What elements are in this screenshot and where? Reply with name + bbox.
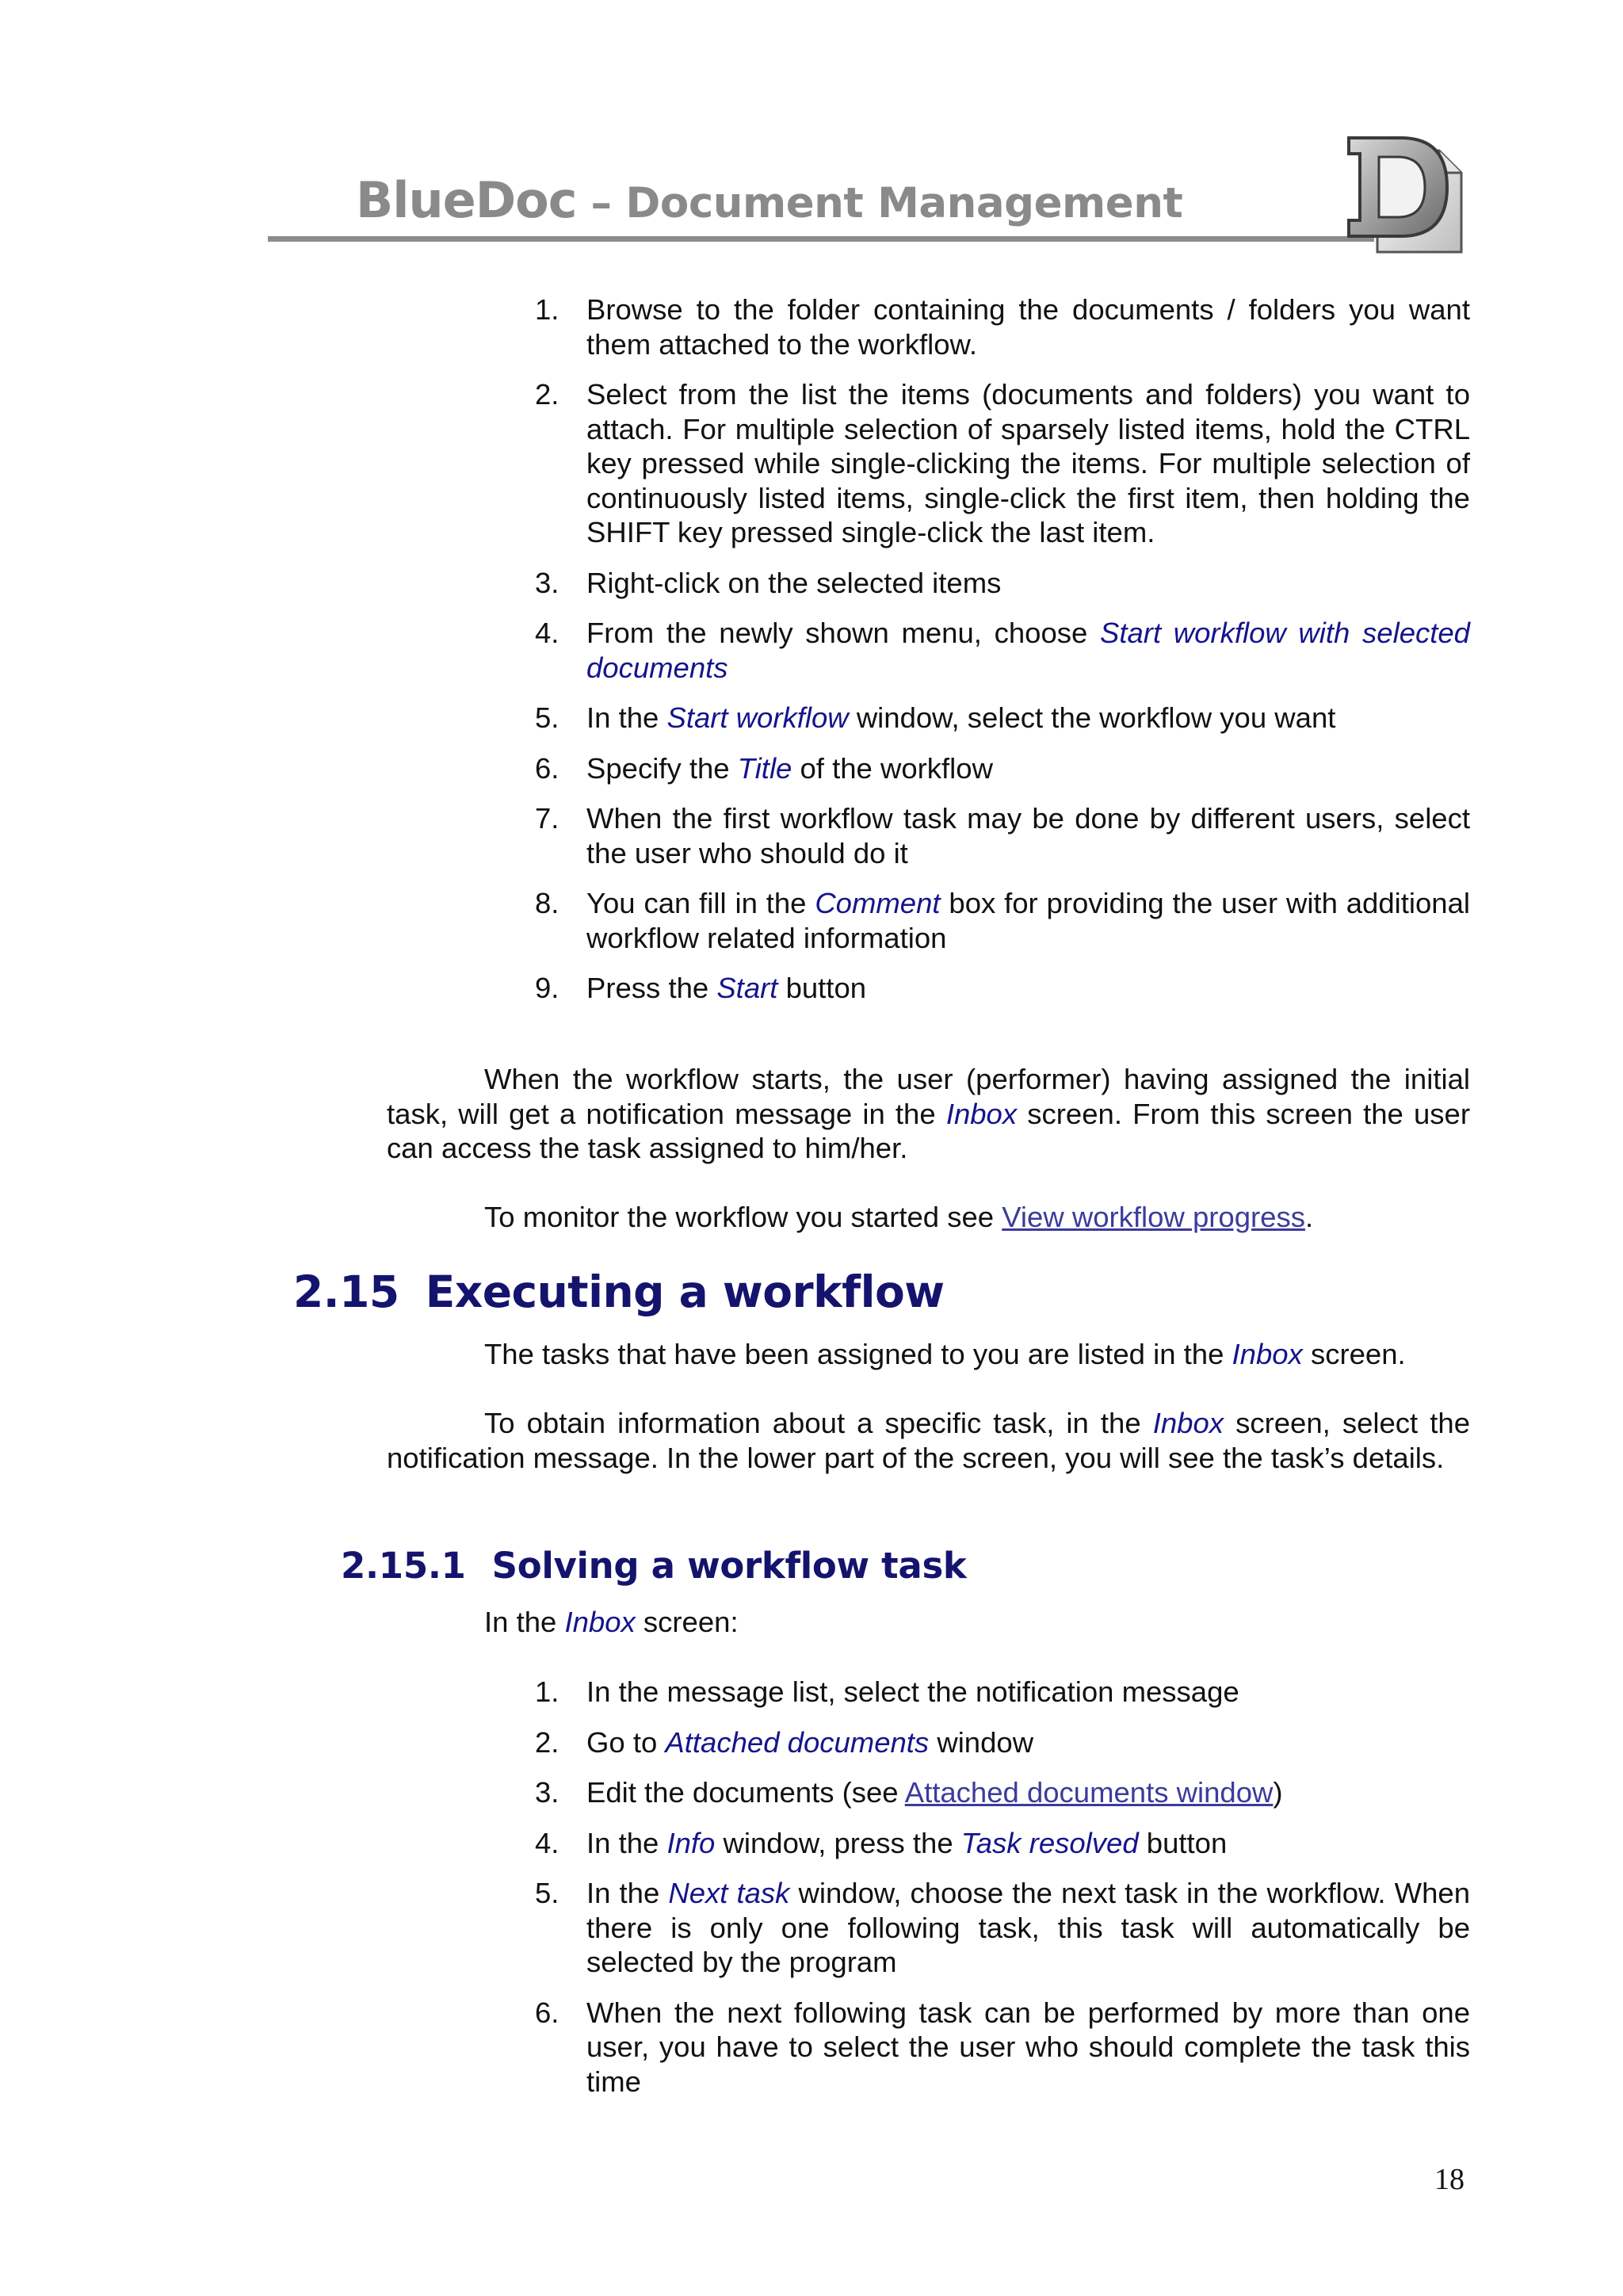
text-run: Edit the documents (see bbox=[586, 1776, 905, 1809]
ui-term-emphasis: Inbox bbox=[1232, 1338, 1303, 1370]
subsection-title: Solving a workflow task bbox=[491, 1545, 967, 1587]
text-run: . bbox=[1304, 1201, 1314, 1233]
section-number: 2.15 bbox=[293, 1266, 399, 1317]
text-run: To monitor the workflow you started see bbox=[484, 1201, 1002, 1233]
paragraph-workflow-starts bbox=[387, 1062, 1470, 1166]
list-item-number: 1. bbox=[535, 1675, 559, 1708]
paragraph-monitor-workflow bbox=[387, 1200, 1470, 1235]
text-run: In the bbox=[484, 1606, 565, 1638]
text-run: In the bbox=[586, 1826, 667, 1859]
subsection-heading-2-15-1 bbox=[341, 1545, 967, 1587]
text-run: When the next following task can be performed by more than one user, you have to select the user who should complete the task this time bbox=[586, 1996, 1470, 2098]
list-item-number: 2. bbox=[535, 1725, 559, 1759]
text-run: window bbox=[929, 1725, 1034, 1759]
list-item bbox=[535, 751, 1470, 786]
list-item-number: 3. bbox=[535, 1776, 559, 1809]
list-item bbox=[535, 886, 1470, 955]
list-item bbox=[535, 1876, 1470, 1980]
list-item bbox=[535, 292, 1470, 361]
text-run: In the bbox=[586, 701, 667, 734]
list-item-number: 1. bbox=[535, 293, 559, 326]
text-run: In the message list, select the notification message bbox=[586, 1675, 1239, 1708]
list-item-number: 2. bbox=[535, 378, 559, 411]
text-run: button bbox=[1138, 1826, 1228, 1859]
text-run: of the workflow bbox=[792, 751, 993, 785]
list-item-number: 7. bbox=[535, 802, 559, 835]
paragraph-obtain-task-info bbox=[387, 1406, 1470, 1475]
section-title: Executing a workflow bbox=[425, 1266, 945, 1317]
list-item bbox=[535, 616, 1470, 685]
text-run: Select from the list the items (documents and folders) you want to attach. For multiple selection of sparsely listed items, hold the CTRL key pressed while single-clicking the items. For multiple selection of continuously listed items, single-click the first item, then holding the SHIFT key pressed single-click the last item. bbox=[586, 378, 1470, 548]
list-item bbox=[535, 1725, 1470, 1760]
ui-term-emphasis: Task resolved bbox=[960, 1826, 1139, 1859]
text-run: To obtain information about a specific task, in the bbox=[484, 1407, 1153, 1439]
list-item bbox=[535, 971, 1470, 1006]
text-run: Go to bbox=[586, 1725, 666, 1759]
document-header-title bbox=[356, 171, 1183, 229]
list-item-number: 8. bbox=[535, 887, 559, 919]
text-run: screen, select the notification message. In the lower part of the screen, you will see the task’s details. bbox=[387, 1407, 1470, 1474]
text-run: When the first workflow task may be done by different users, select the user who should do it bbox=[586, 802, 1470, 869]
text-run: screen. From this screen the user can access the task assigned to him/her. bbox=[387, 1097, 1470, 1164]
paragraph-in-inbox bbox=[387, 1605, 1470, 1640]
list-item bbox=[535, 566, 1470, 601]
ui-term-emphasis: Attached documents bbox=[665, 1725, 930, 1759]
text-run: When the workflow starts, the user (performer) having assigned the initial task, will get a notification message in the bbox=[387, 1063, 1470, 1130]
section-heading-2-15 bbox=[293, 1266, 945, 1317]
text-run: window, choose the next task in the workflow. When there is only one following task, this task will automatically be selected by the program bbox=[586, 1877, 1470, 1978]
cross-reference-link[interactable]: View workflow progress bbox=[1002, 1201, 1305, 1233]
document-d-logo-icon bbox=[1346, 135, 1465, 254]
text-run: ) bbox=[1273, 1776, 1283, 1809]
brand-name: BlueDoc bbox=[356, 171, 577, 229]
list-item-number: 9. bbox=[535, 972, 559, 1004]
list-item bbox=[535, 1775, 1470, 1810]
text-run: Specify the bbox=[586, 751, 738, 785]
list-item-number: 4. bbox=[535, 617, 559, 649]
text-run: Press the bbox=[586, 972, 717, 1004]
text-run: From the newly shown menu, choose bbox=[586, 617, 1100, 649]
ui-term-emphasis: Comment bbox=[815, 887, 941, 919]
text-run: screen. bbox=[1302, 1338, 1406, 1370]
text-run: button bbox=[777, 972, 867, 1004]
text-run: Browse to the folder containing the documents / folders you want them attached to the workflow. bbox=[586, 293, 1470, 361]
text-run: screen: bbox=[635, 1606, 739, 1638]
list-item-number: 5. bbox=[535, 701, 559, 734]
solve-task-steps bbox=[535, 1675, 1470, 2099]
ui-term-emphasis: Start bbox=[716, 972, 778, 1004]
text-run: You can fill in the bbox=[586, 887, 815, 919]
cross-reference-link[interactable]: Attached documents window bbox=[904, 1776, 1274, 1809]
text-run: In the bbox=[586, 1877, 669, 1909]
ui-term-emphasis: Inbox bbox=[945, 1097, 1018, 1130]
list-item bbox=[535, 377, 1470, 550]
list-item bbox=[535, 1826, 1470, 1861]
list-item bbox=[535, 1675, 1470, 1710]
subsection-number: 2.15.1 bbox=[341, 1545, 466, 1587]
list-item-number: 4. bbox=[535, 1826, 559, 1859]
ui-term-emphasis: Info bbox=[666, 1826, 716, 1859]
header-subtitle: – Document Management bbox=[576, 179, 1183, 227]
list-item-number: 3. bbox=[535, 566, 559, 599]
ui-term-emphasis: Next task bbox=[668, 1877, 790, 1909]
ui-term-emphasis: Inbox bbox=[1152, 1407, 1224, 1439]
text-run: box for providing the user with additional workflow related information bbox=[586, 887, 1470, 954]
list-item bbox=[535, 701, 1470, 735]
text-run: The tasks that have been assigned to you are listed in the bbox=[484, 1338, 1232, 1370]
ui-term-emphasis: Start workflow with selected documents bbox=[586, 617, 1470, 684]
ui-term-emphasis: Start workflow bbox=[666, 701, 849, 734]
header-rule bbox=[268, 236, 1374, 242]
ui-term-emphasis: Inbox bbox=[564, 1606, 636, 1638]
text-run: window, select the workflow you want bbox=[848, 701, 1336, 734]
list-item bbox=[535, 801, 1470, 870]
page-number: 18 bbox=[1434, 2163, 1465, 2196]
text-run: Right-click on the selected items bbox=[586, 566, 1002, 599]
list-item-number: 6. bbox=[535, 1996, 559, 2029]
paragraph-tasks-assigned bbox=[387, 1337, 1470, 1372]
list-item-number: 5. bbox=[535, 1877, 559, 1909]
list-item bbox=[535, 1996, 1470, 2099]
list-item-number: 6. bbox=[535, 751, 559, 785]
start-workflow-steps bbox=[535, 292, 1470, 1006]
ui-term-emphasis: Title bbox=[737, 751, 792, 785]
text-run: window, press the bbox=[715, 1826, 961, 1859]
